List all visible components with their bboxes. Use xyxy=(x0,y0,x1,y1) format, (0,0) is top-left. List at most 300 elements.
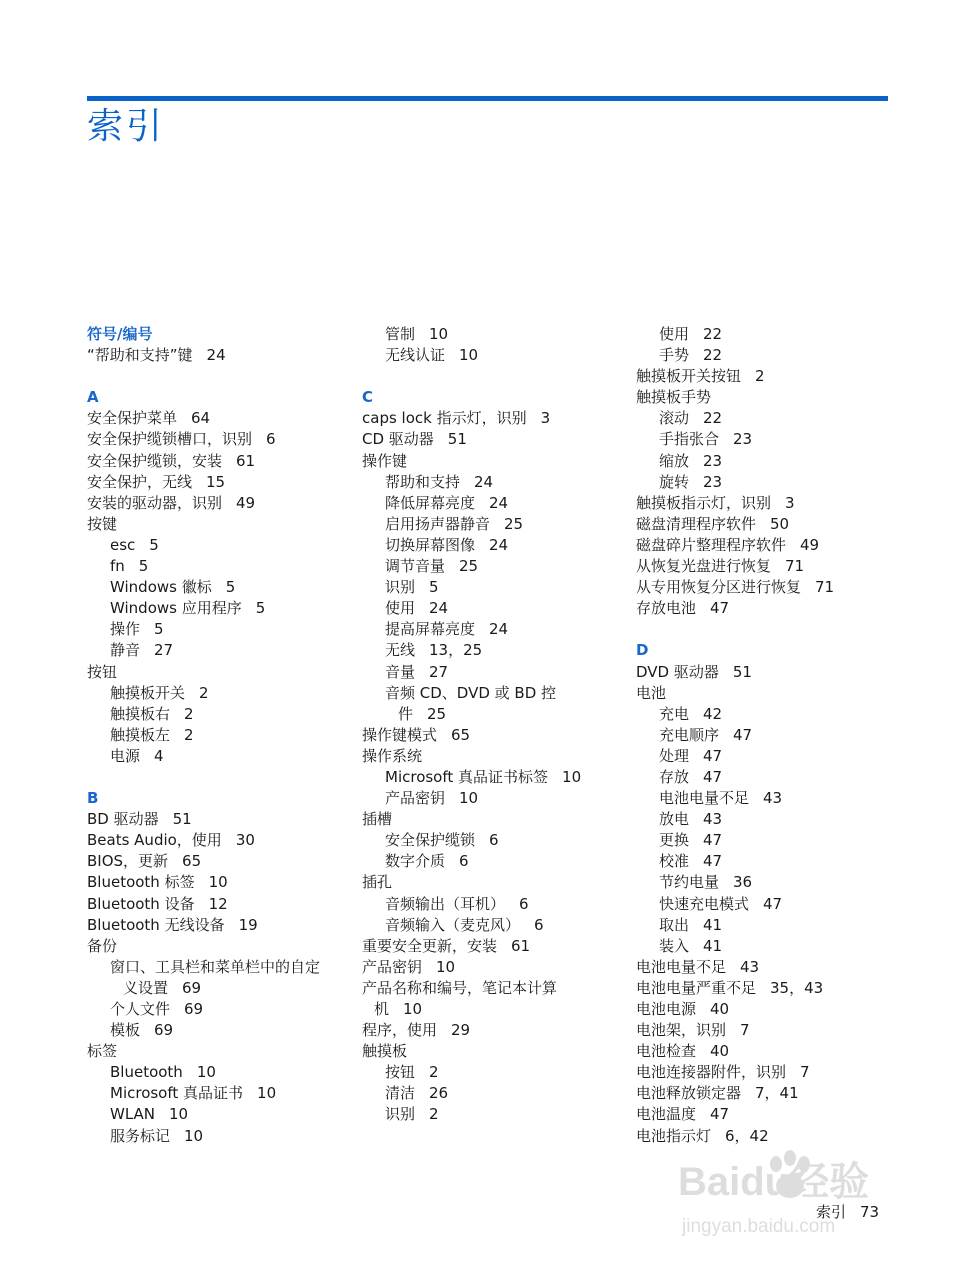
entry-page: 47 xyxy=(703,767,723,786)
entry-term: 安装的驱动器，识别 xyxy=(87,493,223,512)
entry-page: 43 xyxy=(703,810,723,829)
entry-term: 处理 xyxy=(659,746,690,765)
entry-term: 操作键 xyxy=(362,451,408,470)
entry-page: 5 xyxy=(154,620,164,639)
entry-term: 使用 xyxy=(659,325,690,343)
index-entry xyxy=(87,429,357,450)
index-entry xyxy=(636,1020,906,1041)
entry-page: 7 xyxy=(740,1021,750,1040)
entry-page: 6 xyxy=(519,894,529,913)
entry-term: 电池电量严重不足 xyxy=(636,978,757,997)
index-subentry xyxy=(87,535,357,556)
entry-term: 旋转 xyxy=(659,472,690,491)
entry-page: 61 xyxy=(511,936,531,955)
entry-term: caps lock 指示灯，识别 xyxy=(362,409,527,428)
entry-term: 模板 xyxy=(110,1021,141,1040)
index-entry xyxy=(362,451,632,472)
index-entry xyxy=(636,535,906,556)
entry-page: 10 xyxy=(196,1063,216,1082)
index-subentry xyxy=(636,915,906,936)
entry-term: 安全保护，无线 xyxy=(87,472,193,491)
entry-term: 电池架，识别 xyxy=(636,1021,727,1040)
entry-term: 手势 xyxy=(659,346,690,365)
entry-page: 47 xyxy=(710,1105,730,1124)
entry-page: 43 xyxy=(740,957,760,976)
entry-page: 49 xyxy=(236,493,256,512)
index-subentry xyxy=(362,1104,632,1125)
entry-term: “帮助和支持”键 xyxy=(87,346,193,365)
entry-term: 节约电量 xyxy=(659,873,720,892)
entry-page: 13，25 xyxy=(429,641,483,660)
index-subentry xyxy=(636,725,906,746)
index-entry xyxy=(362,809,632,830)
entry-term: 电池电源 xyxy=(636,1000,697,1018)
index-entry xyxy=(636,1083,906,1104)
index-entry xyxy=(636,577,906,598)
index-entry xyxy=(636,999,906,1020)
entry-term: 触摸板 xyxy=(362,1042,408,1061)
index-entry xyxy=(87,809,357,830)
entry-page: 36 xyxy=(733,873,753,892)
index-subentry xyxy=(362,767,632,788)
entry-term: 按钮 xyxy=(87,662,118,681)
index-subentry xyxy=(362,535,632,556)
entry-page: 24 xyxy=(474,472,494,491)
index-entry xyxy=(362,429,632,450)
entry-page: 3 xyxy=(540,409,551,428)
index-entry xyxy=(636,957,906,978)
index-subentry xyxy=(362,472,632,493)
index-subentry xyxy=(362,493,632,514)
entry-page: 47 xyxy=(763,894,783,913)
entry-term: 音量 xyxy=(385,662,416,681)
index-entry xyxy=(636,1041,906,1062)
entry-term: 存放 xyxy=(659,767,690,786)
entry-term: Bluetooth 设备 xyxy=(87,894,195,913)
index-subentry xyxy=(362,999,632,1020)
entry-term: 窗口、工具栏和菜单栏中的自定 xyxy=(110,957,321,976)
entry-term: 电池检查 xyxy=(636,1042,697,1061)
index-subentry xyxy=(362,851,632,872)
entry-term: 提高屏幕亮度 xyxy=(385,620,476,639)
entry-term: 识别 xyxy=(385,578,416,597)
entry-page: 41 xyxy=(703,936,723,955)
entry-page: 10 xyxy=(208,873,228,892)
index-subentry xyxy=(87,725,357,746)
entry-page: 47 xyxy=(710,599,730,618)
entry-page: 35，43 xyxy=(770,978,824,997)
index-entry xyxy=(87,493,357,514)
entry-term: 快速充电模式 xyxy=(659,894,750,913)
index-subentry xyxy=(636,788,906,809)
entry-term: 机 xyxy=(374,1000,390,1018)
index-entry xyxy=(636,556,906,577)
entry-term: 电池 xyxy=(636,683,667,702)
section-heading: 符号/编号 xyxy=(87,325,153,343)
index-column-1 xyxy=(87,324,357,1147)
entry-term: 电池电量不足 xyxy=(659,789,750,808)
entry-page: 10 xyxy=(459,346,479,365)
index-subentry xyxy=(636,429,906,450)
index-subentry xyxy=(362,619,632,640)
index-entry xyxy=(362,408,632,429)
section-heading: D xyxy=(636,641,649,660)
entry-term: 清洁 xyxy=(385,1084,416,1103)
index-entry xyxy=(636,1126,906,1147)
index-subentry xyxy=(636,704,906,725)
entry-term: 手指张合 xyxy=(659,430,720,449)
index-subentry xyxy=(636,324,906,345)
entry-term: Bluetooth 无线设备 xyxy=(87,915,225,934)
entry-page: 10 xyxy=(169,1105,189,1124)
entry-page: 2 xyxy=(429,1063,439,1082)
index-entry xyxy=(636,978,906,999)
entry-term: 安全保护缆锁，安装 xyxy=(87,451,223,470)
watermark-brand: Baidu经验 xyxy=(678,1160,870,1204)
entry-page: 5 xyxy=(225,578,236,597)
entry-page: 7 xyxy=(800,1063,810,1082)
index-subentry xyxy=(636,936,906,957)
entry-page: 41 xyxy=(703,915,723,934)
entry-term: 更换 xyxy=(659,831,690,850)
entry-term: 切换屏幕图像 xyxy=(385,535,476,554)
entry-page: 50 xyxy=(770,514,790,533)
entry-page: 43 xyxy=(763,789,783,808)
entry-page: 65 xyxy=(182,852,202,871)
entry-page: 12 xyxy=(208,894,228,913)
entry-page: 24 xyxy=(489,493,509,512)
entry-page: 30 xyxy=(235,831,255,850)
index-subentry xyxy=(636,809,906,830)
index-entry xyxy=(362,978,632,999)
index-column-3 xyxy=(636,324,906,1147)
index-subentry xyxy=(87,957,357,978)
entry-term: 从恢复光盘进行恢复 xyxy=(636,557,772,576)
index-entry xyxy=(87,936,357,957)
entry-term: BD 驱动器 xyxy=(87,810,159,829)
entry-page: 51 xyxy=(732,662,752,681)
entry-term: 缩放 xyxy=(659,451,690,470)
entry-page: 19 xyxy=(238,915,258,934)
entry-page: 49 xyxy=(800,535,820,554)
index-entry xyxy=(362,725,632,746)
entry-page: 71 xyxy=(815,578,835,597)
entry-page: 24 xyxy=(489,620,509,639)
index-subentry xyxy=(87,619,357,640)
page-footer xyxy=(816,1202,879,1222)
entry-term: 降低屏幕亮度 xyxy=(385,493,476,512)
index-subentry xyxy=(636,894,906,915)
entry-page: 2 xyxy=(199,683,209,702)
entry-page: 42 xyxy=(703,704,723,723)
entry-term: 重要安全更新，安装 xyxy=(362,936,498,955)
entry-page: 6 xyxy=(459,852,469,871)
entry-term: 产品名称和编号，笔记本计算 xyxy=(362,978,558,997)
index-entry xyxy=(362,936,632,957)
index-entry xyxy=(87,345,357,366)
entry-term: Windows 徽标 xyxy=(110,578,212,597)
entry-term: 按键 xyxy=(87,514,118,533)
entry-page: 29 xyxy=(451,1021,471,1040)
entry-term: 磁盘碎片整理程序软件 xyxy=(636,535,787,554)
index-subentry xyxy=(87,598,357,619)
entry-term: 触摸板指示灯，识别 xyxy=(636,493,772,512)
entry-page: 22 xyxy=(703,409,723,428)
index-entry xyxy=(362,1020,632,1041)
index-subentry xyxy=(362,345,632,366)
entry-page: 10 xyxy=(184,1126,204,1145)
section-gap xyxy=(87,366,357,387)
entry-page: 40 xyxy=(710,1000,730,1018)
entry-page: 3 xyxy=(785,493,795,512)
entry-term: 触摸板开关按钮 xyxy=(636,367,742,386)
entry-page: 6 xyxy=(266,430,276,449)
entry-term: 安全保护菜单 xyxy=(87,409,178,428)
entry-term: 标签 xyxy=(87,1042,118,1061)
entry-term: 音频 CD、DVD 或 BD 控 xyxy=(385,683,557,702)
entry-page: 25 xyxy=(504,514,524,533)
index-subentry xyxy=(362,830,632,851)
entry-page: 27 xyxy=(429,662,449,681)
entry-page: 2 xyxy=(429,1105,439,1124)
entry-page: 10 xyxy=(429,325,449,343)
entry-term: 滚动 xyxy=(659,409,690,428)
baidu-watermark xyxy=(678,1150,918,1260)
paw-icon xyxy=(766,1150,814,1202)
index-subentry xyxy=(87,1126,357,1147)
index-entry xyxy=(87,472,357,493)
entry-term: 无线认证 xyxy=(385,346,446,365)
index-subentry xyxy=(636,767,906,788)
entry-term: 静音 xyxy=(110,641,141,660)
section-heading: C xyxy=(362,388,374,407)
entry-term: 电池释放锁定器 xyxy=(636,1084,742,1103)
entry-page: 6 xyxy=(534,915,544,934)
entry-page: 69 xyxy=(182,978,202,997)
entry-page: 47 xyxy=(733,725,753,744)
entry-page: 40 xyxy=(710,1042,730,1061)
entry-term: 取出 xyxy=(659,915,690,934)
entry-page: 23 xyxy=(703,472,723,491)
entry-term: 安全保护缆锁槽口，识别 xyxy=(87,430,253,449)
entry-term: Microsoft 真品证书标签 xyxy=(385,767,549,786)
index-subentry xyxy=(362,1083,632,1104)
index-subentry xyxy=(636,830,906,851)
index-subentry xyxy=(87,1062,357,1083)
index-entry xyxy=(636,1062,906,1083)
entry-term: 识别 xyxy=(385,1105,416,1124)
index-entry xyxy=(636,1104,906,1125)
index-entry xyxy=(636,387,906,408)
index-subentry xyxy=(636,746,906,767)
index-subentry xyxy=(362,788,632,809)
entry-page: 5 xyxy=(255,599,266,618)
index-subentry xyxy=(87,746,357,767)
index-subentry xyxy=(87,1083,357,1104)
index-entry xyxy=(87,894,357,915)
entry-term: 个人文件 xyxy=(110,1000,171,1018)
entry-page: 22 xyxy=(703,346,723,365)
index-entry xyxy=(636,493,906,514)
entry-page: 5 xyxy=(149,535,159,554)
section-gap xyxy=(87,767,357,788)
index-subentry xyxy=(636,851,906,872)
entry-page: 25 xyxy=(427,704,447,723)
entry-term: WLAN xyxy=(110,1105,156,1124)
index-subentry xyxy=(362,704,632,725)
entry-term: Beats Audio，使用 xyxy=(87,831,222,850)
page-title: 索引 xyxy=(87,106,166,147)
entry-term: 充电顺序 xyxy=(659,725,720,744)
entry-term: 管制 xyxy=(385,325,416,343)
index-entry xyxy=(87,872,357,893)
index-entry xyxy=(87,662,357,683)
index-subentry xyxy=(362,1062,632,1083)
entry-term: 电池温度 xyxy=(636,1105,697,1124)
entry-page: 26 xyxy=(429,1084,449,1103)
index-subentry xyxy=(362,640,632,661)
index-entry xyxy=(362,872,632,893)
entry-term: 充电 xyxy=(659,704,690,723)
entry-page: 2 xyxy=(184,725,194,744)
entry-term: 磁盘清理程序软件 xyxy=(636,514,757,533)
entry-page: 27 xyxy=(154,641,174,660)
index-entry xyxy=(636,683,906,704)
entry-term: 电池电量不足 xyxy=(636,957,727,976)
index-subentry xyxy=(87,978,357,999)
section-heading: A xyxy=(87,388,99,407)
index-subentry xyxy=(636,408,906,429)
entry-page: 23 xyxy=(703,451,723,470)
index-entry xyxy=(636,662,906,683)
entry-page: 6 xyxy=(489,831,499,850)
entry-page: 10 xyxy=(562,767,582,786)
entry-term: BIOS，更新 xyxy=(87,852,169,871)
index-subentry xyxy=(636,345,906,366)
entry-page: 15 xyxy=(206,472,226,491)
index-subentry xyxy=(87,556,357,577)
entry-term: 触摸板右 xyxy=(110,704,171,723)
entry-term: 放电 xyxy=(659,810,690,829)
entry-term: Microsoft 真品证书 xyxy=(110,1084,244,1103)
section-gap xyxy=(362,366,632,387)
entry-term: 义设置 xyxy=(123,978,169,997)
entry-page: 22 xyxy=(703,325,723,343)
entry-term: 触摸板手势 xyxy=(636,388,712,407)
index-subentry xyxy=(362,894,632,915)
entry-term: 触摸板开关 xyxy=(110,683,186,702)
page-number: 73 xyxy=(860,1203,880,1221)
entry-term: 存放电池 xyxy=(636,599,697,618)
entry-term: 从专用恢复分区进行恢复 xyxy=(636,578,802,597)
entry-term: 音频输入（麦克风） xyxy=(385,915,521,934)
index-subentry xyxy=(362,598,632,619)
entry-term: 操作 xyxy=(110,620,141,639)
index-subentry xyxy=(362,324,632,345)
index-subentry xyxy=(362,556,632,577)
index-subentry xyxy=(362,915,632,936)
entry-term: 校准 xyxy=(659,852,690,871)
index-subentry xyxy=(636,451,906,472)
entry-term: 程序，使用 xyxy=(362,1021,438,1040)
entry-term: 电源 xyxy=(110,746,141,765)
entry-term: 触摸板左 xyxy=(110,725,171,744)
index-entry xyxy=(87,851,357,872)
index-subentry xyxy=(636,472,906,493)
entry-page: 2 xyxy=(184,704,194,723)
index-subentry xyxy=(87,999,357,1020)
entry-term: 插槽 xyxy=(362,810,393,829)
entry-term: 无线 xyxy=(385,641,416,660)
entry-page: 65 xyxy=(451,725,471,744)
entry-page: 51 xyxy=(447,430,467,449)
index-subentry xyxy=(87,1104,357,1125)
entry-page: 10 xyxy=(459,789,479,808)
footer-label: 索引 xyxy=(816,1203,847,1221)
section-gap xyxy=(636,619,906,640)
entry-term: 操作系统 xyxy=(362,746,423,765)
entry-term: 装入 xyxy=(659,936,690,955)
index-subentry xyxy=(362,683,632,704)
entry-term: esc xyxy=(110,535,136,554)
index-subentry xyxy=(87,640,357,661)
index-entry xyxy=(87,451,357,472)
entry-page: 5 xyxy=(429,578,439,597)
entry-page: 7，41 xyxy=(755,1084,799,1103)
entry-page: 10 xyxy=(436,957,456,976)
entry-page: 51 xyxy=(172,810,192,829)
entry-page: 47 xyxy=(703,852,723,871)
entry-term: 件 xyxy=(398,704,414,723)
title-rule xyxy=(87,96,888,101)
entry-page: 24 xyxy=(429,599,449,618)
index-subentry xyxy=(87,577,357,598)
index-entry xyxy=(636,366,906,387)
index-subentry xyxy=(636,872,906,893)
entry-page: 47 xyxy=(703,831,723,850)
index-entry xyxy=(362,957,632,978)
entry-page: 64 xyxy=(191,409,211,428)
entry-term: Bluetooth 标签 xyxy=(87,873,195,892)
entry-term: 电池指示灯 xyxy=(636,1126,712,1145)
index-entry xyxy=(87,514,357,535)
entry-term: 电池连接器附件，识别 xyxy=(636,1063,787,1082)
entry-term: 备份 xyxy=(87,936,118,955)
index-subentry xyxy=(87,704,357,725)
entry-term: 安全保护缆锁 xyxy=(385,831,476,850)
entry-term: CD 驱动器 xyxy=(362,430,434,449)
entry-term: 数字介质 xyxy=(385,852,446,871)
entry-term: DVD 驱动器 xyxy=(636,662,719,681)
entry-page: 24 xyxy=(206,346,226,365)
index-subentry xyxy=(362,577,632,598)
entry-term: 插孔 xyxy=(362,873,393,892)
index-entry xyxy=(636,598,906,619)
watermark-url: jingyan.baidu.com xyxy=(682,1216,836,1237)
entry-term: fn xyxy=(110,557,125,576)
entry-term: 音频输出（耳机） xyxy=(385,894,506,913)
index-entry xyxy=(87,830,357,851)
entry-term: 启用扬声器静音 xyxy=(385,514,491,533)
entry-page: 25 xyxy=(459,557,479,576)
index-subentry xyxy=(362,514,632,535)
entry-page: 10 xyxy=(257,1084,277,1103)
entry-term: 使用 xyxy=(385,599,416,618)
index-column-2 xyxy=(362,324,632,1126)
index-subentry xyxy=(87,683,357,704)
index-entry xyxy=(87,1041,357,1062)
entry-term: Windows 应用程序 xyxy=(110,599,242,618)
